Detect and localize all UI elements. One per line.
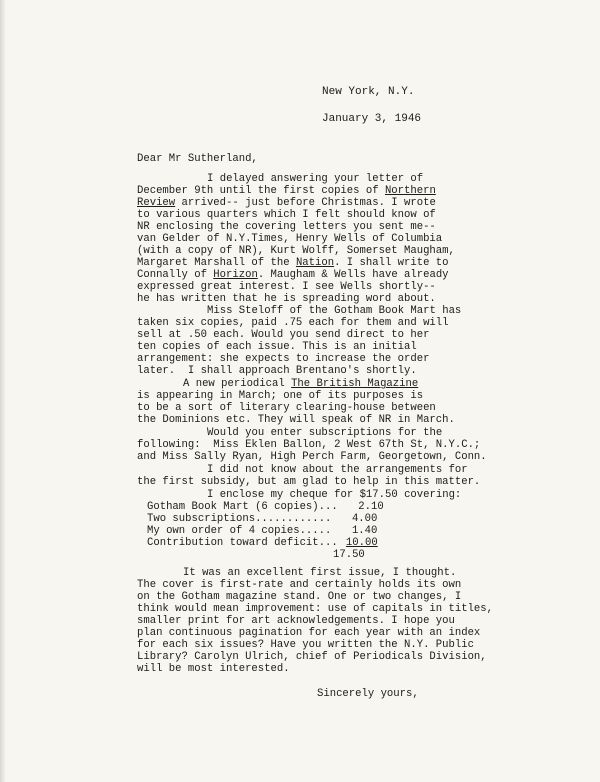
payment-row xyxy=(147,513,377,526)
p2-line-6: later. I shall approach Brentano's shortly. xyxy=(137,365,417,377)
p1-line-8: Margaret Marshall of the Nation. I shall write to xyxy=(137,257,449,269)
p1-line-2: December 9th until the first copies of Northern xyxy=(137,185,436,197)
p3-line-2: is appearing in March; one of its purposes is xyxy=(137,390,424,402)
payment-total: 17.50 xyxy=(333,549,365,561)
closing-line-4: think would mean improvement: use of capitals in titles, xyxy=(137,603,494,615)
p1-line-6: van Gelder of N.Y.Times, Henry Wells of Columbia xyxy=(137,233,443,245)
periodical-title: Nation xyxy=(295,257,335,269)
closing-line-3: on the Gotham magazine stand. One or two changes, I xyxy=(137,591,462,603)
p2-line-1: Miss Steloff of the Gotham Book Mart has xyxy=(207,305,462,317)
payment-label: My own order of 4 copies..... xyxy=(147,525,332,537)
closing-line-6: plan continuous pagination for each year with an index xyxy=(137,627,481,639)
p6-line-1: I enclose my cheque for $17.50 covering: xyxy=(207,489,462,501)
closing-line-1: It was an excellent first issue, I thought. xyxy=(183,567,457,579)
letter-date: January 3, 1946 xyxy=(322,113,422,125)
periodical-title: Horizon xyxy=(213,269,258,281)
payment-amount: 1.40 xyxy=(351,525,378,537)
p2-line-5: arrangement: she expects to increase the order xyxy=(137,353,430,365)
p2-line-2: taken six copies, paid .75 each for them and will xyxy=(137,317,449,329)
closing-line-7: for each six issues? Have you written the N.Y. Public xyxy=(137,639,474,651)
p5-line-2: the first subsidy, but am glad to help in this matter. xyxy=(137,476,481,488)
payment-row xyxy=(147,537,378,550)
p5-line-1: I did not know about the arrangements for xyxy=(207,464,468,476)
payment-label: Gotham Book Mart (6 copies)... xyxy=(147,501,338,513)
p1-line-4: to various quarters which I felt should know of xyxy=(137,209,436,221)
p1-line-7: (with a copy of NR), Kurt Wolff, Somerset Maugham, xyxy=(137,245,455,257)
p1-line-3: Review arrived-- just before Christmas. I wrote xyxy=(137,197,436,209)
signoff: Sincerely yours, xyxy=(317,688,419,700)
salutation: Dear Mr Sutherland, xyxy=(137,153,258,165)
payment-amount: 10.00 xyxy=(345,537,378,549)
page-edge-shadow xyxy=(0,0,6,782)
closing-line-5: smaller print for art acknowledgements. I hope you xyxy=(137,615,455,627)
p1-line-5: NR enclosing the covering letters you sent me-- xyxy=(137,221,436,233)
p3-line-3: to be a sort of literary clearing-house between xyxy=(137,402,436,414)
p3-line-4: the Dominions etc. They will speak of NR in March. xyxy=(137,414,455,426)
payment-amount: 2.10 xyxy=(358,501,384,513)
journal-title: Review xyxy=(137,197,176,209)
closing-line-2: The cover is first-rate and certainly holds its own xyxy=(137,579,462,591)
payment-label: Two subscriptions............ xyxy=(147,513,332,525)
p1-line-10: expressed great interest. I see Wells shortly-- xyxy=(137,281,436,293)
letter-place: New York, N.Y. xyxy=(322,86,415,98)
p2-line-4: ten copies of each issue. This is an initial xyxy=(137,341,417,353)
p1-line-9: Connally of Horizon. Maugham & Wells have already xyxy=(137,269,449,281)
closing-line-8: Library? Carolyn Ulrich, chief of Periodicals Division, xyxy=(137,651,487,663)
payment-label: Contribution toward deficit... xyxy=(147,537,338,549)
payment-row xyxy=(147,525,377,538)
p1-line-1: I delayed answering your letter of xyxy=(207,173,424,185)
journal-title: Northern xyxy=(384,185,436,197)
p4-line-1: Would you enter subscriptions for the xyxy=(207,427,443,439)
p4-line-2: following: Miss Eklen Ballon, 2 West 67th St, N.Y.C.; xyxy=(137,439,481,451)
p3-line-1: A new periodical The British Magazine xyxy=(183,378,419,390)
closing-line-9: will be most interested. xyxy=(137,663,290,675)
p4-line-3: and Miss Sally Ryan, High Perch Farm, Georgetown, Conn. xyxy=(137,451,487,463)
periodical-title: The British Magazine xyxy=(291,378,419,390)
p1-line-11: he has written that he is spreading word about. xyxy=(137,293,436,305)
payment-row xyxy=(147,501,384,514)
p2-line-3: sell at .50 each. Would you send direct to her xyxy=(137,329,430,341)
payment-amount: 4.00 xyxy=(351,513,378,525)
